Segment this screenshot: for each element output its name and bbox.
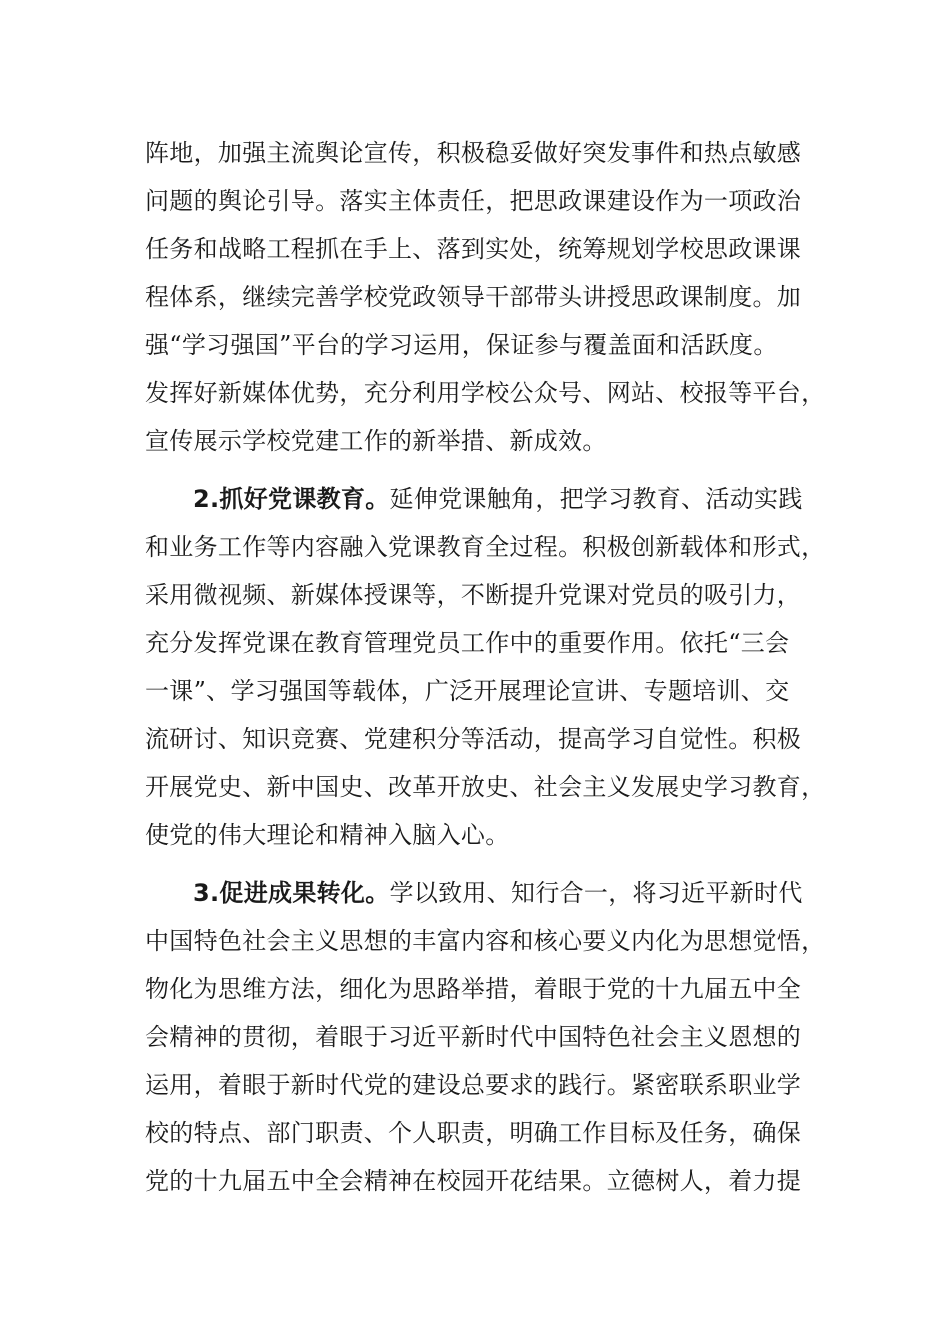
text-line: 党的十九届五中全会精神在校园开花结果。立德树人，着力提 (145, 1167, 802, 1195)
section-3-heading: 3.促进成果转化。 (193, 879, 390, 907)
text-line: 物化为思维方法，细化为思路举措，着眼于党的十九届五中全 (145, 975, 802, 1003)
text-line: 使党的伟大理论和精神入脑入心。 (145, 821, 510, 849)
text-line: 一课”、学习强国等载体，广泛开展理论宣讲、专题培训、交 (145, 677, 790, 705)
text-line: 任务和战略工程抓在手上、落到实处，统筹规划学校思政课课 (145, 235, 802, 263)
section-2-first-line (193, 479, 803, 519)
text-line: 开展党史、新中国史、改革开放史、社会主义发展史学习教育， (145, 773, 826, 801)
text-line: 和业务工作等内容融入党课教育全过程。积极创新载体和形式， (145, 533, 826, 561)
text-line: 运用，着眼于新时代党的建设总要求的践行。紧密联系职业学 (145, 1071, 802, 1099)
text-line: 阵地，加强主流舆论宣传，积极稳妥做好突发事件和热点敏感 (145, 139, 802, 167)
text-line: 会精神的贯彻，着眼于习近平新时代中国特色社会主义恩想的 (145, 1023, 802, 1051)
section-3-first-text: 学以致用、知行合一，将习近平新时代 (389, 879, 803, 907)
text-line: 充分发挥党课在教育管理党员工作中的重要作用。依托“三会 (145, 629, 790, 657)
text-line: 校的特点、部门职责、个人职责，明确工作目标及任务，确保 (145, 1119, 802, 1147)
text-line: 流研讨、知识竞赛、党建积分等活动，提高学习自觉性。积极 (145, 725, 802, 753)
text-line: 宣传展示学校党建工作的新举措、新成效。 (145, 427, 607, 455)
section-2-first-text: 延伸党课触角，把学习教育、活动实践 (389, 485, 803, 513)
text-line: 采用微视频、新媒体授课等，不断提升党课对党员的吸引力， (145, 581, 802, 609)
text-line: 问题的舆论引导。落实主体责任，把思政课建设作为一项政治 (145, 187, 802, 215)
text-line: 强“学习强国”平台的学习运用，保证参与覆盖面和活跃度。 (145, 331, 778, 359)
text-line: 发挥好新媒体优势，充分利用学校公众号、网站、校报等平台， (145, 379, 826, 407)
text-line: 中国特色社会主义思想的丰富内容和核心要义内化为思想觉悟， (145, 927, 826, 955)
section-2-heading: 2.抓好党课教育。 (193, 485, 390, 513)
text-line: 程体系，继续完善学校党政领导干部带头讲授思政课制度。加 (145, 283, 802, 311)
section-3-first-line (193, 873, 803, 913)
